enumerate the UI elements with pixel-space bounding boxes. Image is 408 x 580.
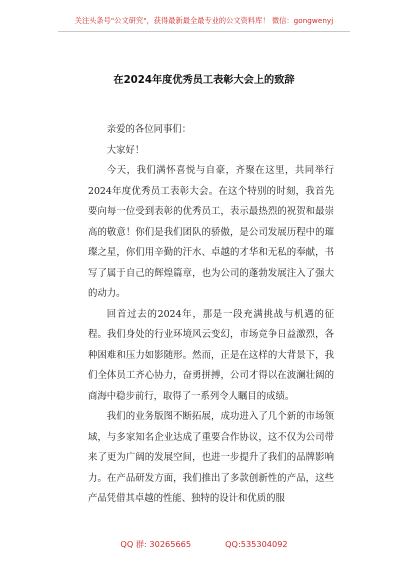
body-paragraph: 我们的业务版图不断拓展，成功进入了几个新的市场领域，与多家知名企业达成了重要合作协议，这不仅为公司带来了更为广阔的发展空间，也进一步提升了我们的品牌影响力。在产品研发方面，我们推出了多款创新性的产品，这些产品凭借其卓越的性能、独特的设计和优质的服 (88, 411, 334, 504)
body-paragraph: 回首过去的2024年，那是一段充满挑战与机遇的征程。我们身处的行业环境风云变幻，市场竞争日益激烈，各种困难和压力如影随形。然而，正是在这样的大背景下，我们全体员工齐心协力，奋勇拼搏，公司才得以在波澜壮阔的商海中稳步前行，取得了一系列令人瞩目的成绩。 (88, 308, 334, 402)
greeting: 大家好！ (106, 144, 145, 156)
document-body (88, 120, 334, 510)
body-paragraph: 今天，我们满怀喜悦与自豪，齐聚在这里，共同举行2024年度优秀员工表彰大会。在这个特别的时刻，我首先要向每一位受到表彰的优秀员工，表示最热烈的祝贺和最崇高的敬意！你们是我们团队的骄傲，是公司发展历程中的璀璨之星，你们用辛勤的汗水、卓越的才华和无私的奉献，书写了属于自己的辉煌篇章，也为公司的蓬勃发展注入了强大的动力。 (88, 165, 334, 299)
salutation: 亲爱的各位同事们： (106, 124, 192, 135)
footer-contact (0, 539, 408, 550)
document-title: 在2024年度优秀员工表彰大会上的致辞 (113, 75, 295, 86)
footer-qq-group: QQ 群: 30265665 (120, 539, 192, 549)
footer-qq: QQ:535304092 (225, 539, 288, 549)
header-divider (58, 31, 350, 32)
header-notice: 关注头条号"公文研究"，获得最新最全最专业的公文资料库！ 微信：gongwenyj (74, 16, 334, 25)
